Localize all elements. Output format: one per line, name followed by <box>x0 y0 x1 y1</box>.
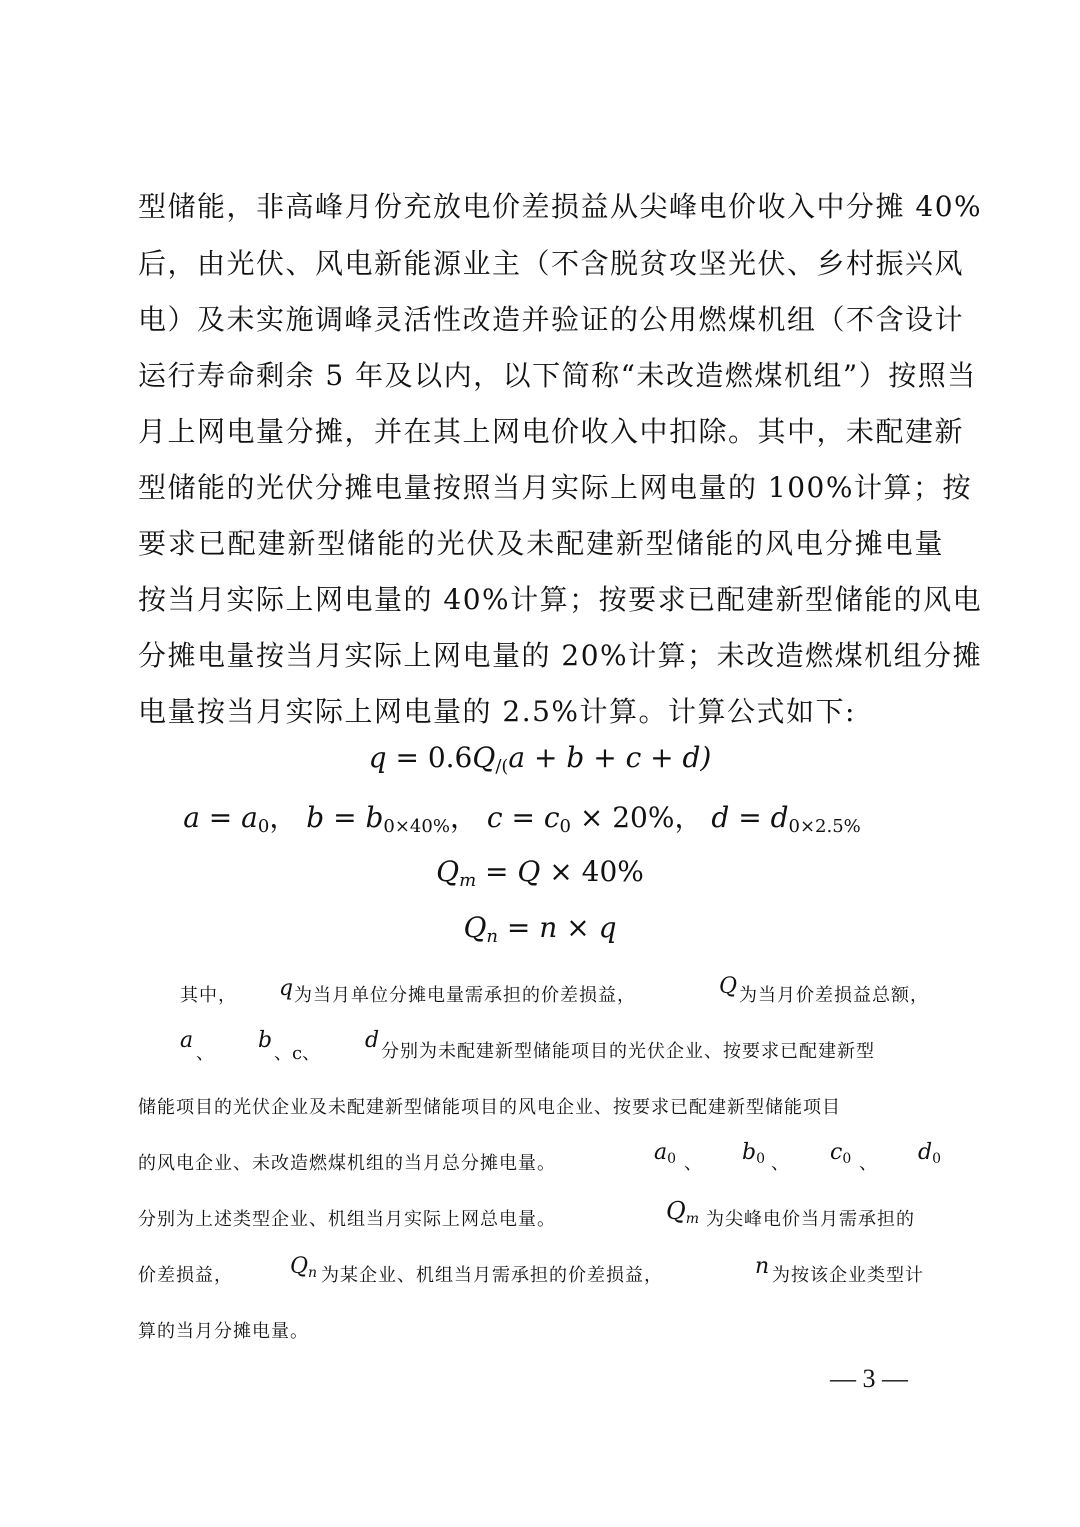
body-line: 电量按当月实际上网电量的 2.5%计算。计算公式如下: <box>138 695 856 728</box>
var-Qn: $Q_n$ <box>290 1254 318 1281</box>
separator: 、 <box>859 1153 877 1174</box>
formula-abcd: $a = a_0$， $b = b_{0\times 40\%}$， $c = c_0 \times 20\%$， $d = d_{0\times 2.5\%}$ <box>183 801 861 837</box>
var-Q: Q <box>719 974 738 999</box>
formula-q: $q = 0.6Q_{/(}a + b + c + d$) <box>368 741 712 777</box>
var-a: a <box>180 1028 194 1053</box>
note-text: 分别为未配建新型储能项目的光伏企业、按要求已配建新型 <box>381 1041 875 1062</box>
note-text: 价差损益， <box>138 1265 233 1286</box>
formula-qn: $Q_n = n \times q$ <box>463 911 617 947</box>
var-Qm: $Q_m$ <box>666 1197 699 1227</box>
note-text: 储能项目的光伏企业及未配建新型储能项目的风电企业、按要求已配建新型储能项目 <box>138 1097 841 1118</box>
note-text: 为按该企业类型计 <box>772 1265 924 1286</box>
var-n: n <box>755 1254 770 1279</box>
var-q: q <box>279 976 294 1001</box>
body-line: 按当月实际上网电量的 40%计算；按要求已配建新型储能的风电 <box>138 583 983 616</box>
var-c0: $c_0$ <box>830 1140 852 1167</box>
body-line: 月上网电量分摊，并在其上网电价收入中扣除。其中，未配建新 <box>138 415 965 448</box>
body-line: 型储能的光伏分摊电量按照当月实际上网电量的 100%计算；按 <box>138 471 972 504</box>
separator: 、c、 <box>274 1043 321 1064</box>
note-text: 的风电企业、未改造燃煤机组的当月总分摊电量。 <box>138 1153 556 1174</box>
note-text: 其中， <box>180 985 237 1006</box>
page-number: — 3 — <box>830 1364 908 1393</box>
body-line: 后，由光伏、风电新能源业主（不含脱贫攻坚光伏、乡村振兴风 <box>138 247 965 280</box>
var-d: d <box>365 1028 380 1053</box>
body-line: 分摊电量按当月实际上网电量的 20%计算；未改造燃煤机组分摊 <box>138 639 983 672</box>
note-text: 算的当月分摊电量。 <box>138 1321 309 1342</box>
body-line: 电）及未实施调峰灵活性改造并验证的公用燃煤机组（不含设计 <box>138 303 965 336</box>
var-b: b <box>258 1028 273 1053</box>
formula-qm: $Q_m = Q \times 40\%$ <box>436 855 644 891</box>
note-text: 分别为上述类型企业、机组当月实际上网总电量。 <box>138 1209 556 1230</box>
separator: 、 <box>684 1153 702 1174</box>
body-line: 要求已配建新型储能的光伏及未配建新型储能的风电分摊电量 <box>138 527 944 560</box>
body-line: 运行寿命剩余 5 年及以内，以下简称“未改造燃煤机组”）按照当 <box>138 359 977 392</box>
note-text: 为某企业、机组当月需承担的价差损益， <box>321 1265 663 1286</box>
note-text: 为当月价差损益总额， <box>739 985 929 1006</box>
var-d0: $d_0$ <box>918 1140 942 1167</box>
note-text: 为当月单位分摊电量需承担的价差损益， <box>294 985 636 1006</box>
separator: 、 <box>196 1043 214 1064</box>
separator: 、 <box>771 1153 789 1174</box>
var-b0: $b_0$ <box>742 1140 766 1167</box>
var-a0: $a_0$ <box>654 1140 677 1167</box>
note-text: 为尖峰电价当月需承担的 <box>706 1209 915 1230</box>
body-line: 型储能，非高峰月份充放电价差损益从尖峰电价收入中分摊 40% <box>138 190 983 223</box>
